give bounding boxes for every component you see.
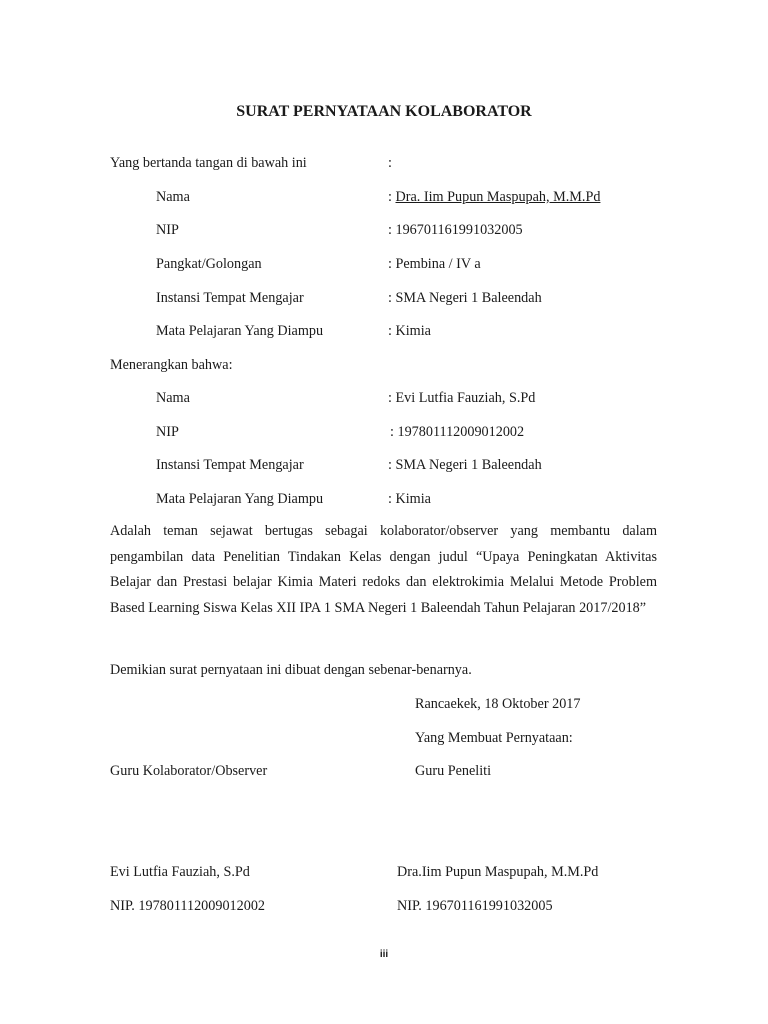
signer-subject-value: : Kimia xyxy=(388,323,431,339)
signer-subject-label: Mata Pelajaran Yang Diampu xyxy=(156,323,324,339)
subject-nip-label: NIP xyxy=(156,424,179,440)
maker-label: Yang Membuat Pernyataan: xyxy=(415,730,573,746)
document-title: SURAT PERNYATAAN KOLABORATOR xyxy=(236,103,532,120)
subject-institution-value: : SMA Negeri 1 Baleendah xyxy=(388,457,542,473)
intro-label: Yang bertanda tangan di bawah ini xyxy=(110,155,307,171)
right-signatory-name: Dra.Iim Pupun Maspupah, M.M.Pd xyxy=(397,864,599,880)
right-signatory-nip: NIP. 196701161991032005 xyxy=(397,898,553,914)
left-signatory-name: Evi Lutfia Fauziah, S.Pd xyxy=(110,864,250,880)
intro-colon: : xyxy=(388,155,392,171)
signer-nip-label: NIP xyxy=(156,222,179,238)
signer-institution-label: Instansi Tempat Mengajar xyxy=(156,290,304,306)
page-number: iii xyxy=(379,949,389,960)
menerangkan-label: Menerangkan bahwa: xyxy=(110,357,233,373)
signer-name-underlined: Dra. Iim Pupun Maspupah, M.M.Pd xyxy=(395,189,601,205)
subject-name-label: Nama xyxy=(156,390,190,406)
signer-rank-value: : Pembina / IV a xyxy=(388,256,481,272)
left-role: Guru Kolaborator/Observer xyxy=(110,763,268,779)
subject-nip-value: : 197801112009012002 xyxy=(390,424,525,440)
signer-name-value xyxy=(388,189,600,206)
right-role: Guru Peneliti xyxy=(415,763,492,779)
signer-name-text xyxy=(388,189,600,205)
signer-institution-value: : SMA Negeri 1 Baleendah xyxy=(388,290,542,306)
subject-name-value: : Evi Lutfia Fauziah, S.Pd xyxy=(388,390,536,406)
place-date: Rancaekek, 18 Oktober 2017 xyxy=(415,696,581,712)
left-signatory-nip: NIP. 197801112009012002 xyxy=(110,898,266,914)
closing-statement: Demikian surat pernyataan ini dibuat dengan sebenar-benarnya. xyxy=(110,662,472,678)
subject-subject-label: Mata Pelajaran Yang Diampu xyxy=(156,491,324,507)
signer-rank-label: Pangkat/Golongan xyxy=(156,256,262,272)
signer-name-colon: : xyxy=(388,189,396,205)
subject-institution-label: Instansi Tempat Mengajar xyxy=(156,457,304,473)
signer-name-label: Nama xyxy=(156,189,190,205)
subject-subject-value: : Kimia xyxy=(388,491,431,507)
body-paragraph: Adalah teman sejawat bertugas sebagai kolaborator/observer yang membantu dalam pengambilan data Penelitian Tindakan Kelas dengan judul “Upaya Peningkatan Aktivitas Belajar dan Prestasi belajar Kimia Materi redoks dan elektrokimia Melalui Metode Problem Based Learning Siswa Kelas XII IPA 1 SMA Negeri 1 Baleendah Tahun Pelajaran 2017/2018” xyxy=(110,523,657,616)
signer-nip-value: : 196701161991032005 xyxy=(388,222,523,238)
